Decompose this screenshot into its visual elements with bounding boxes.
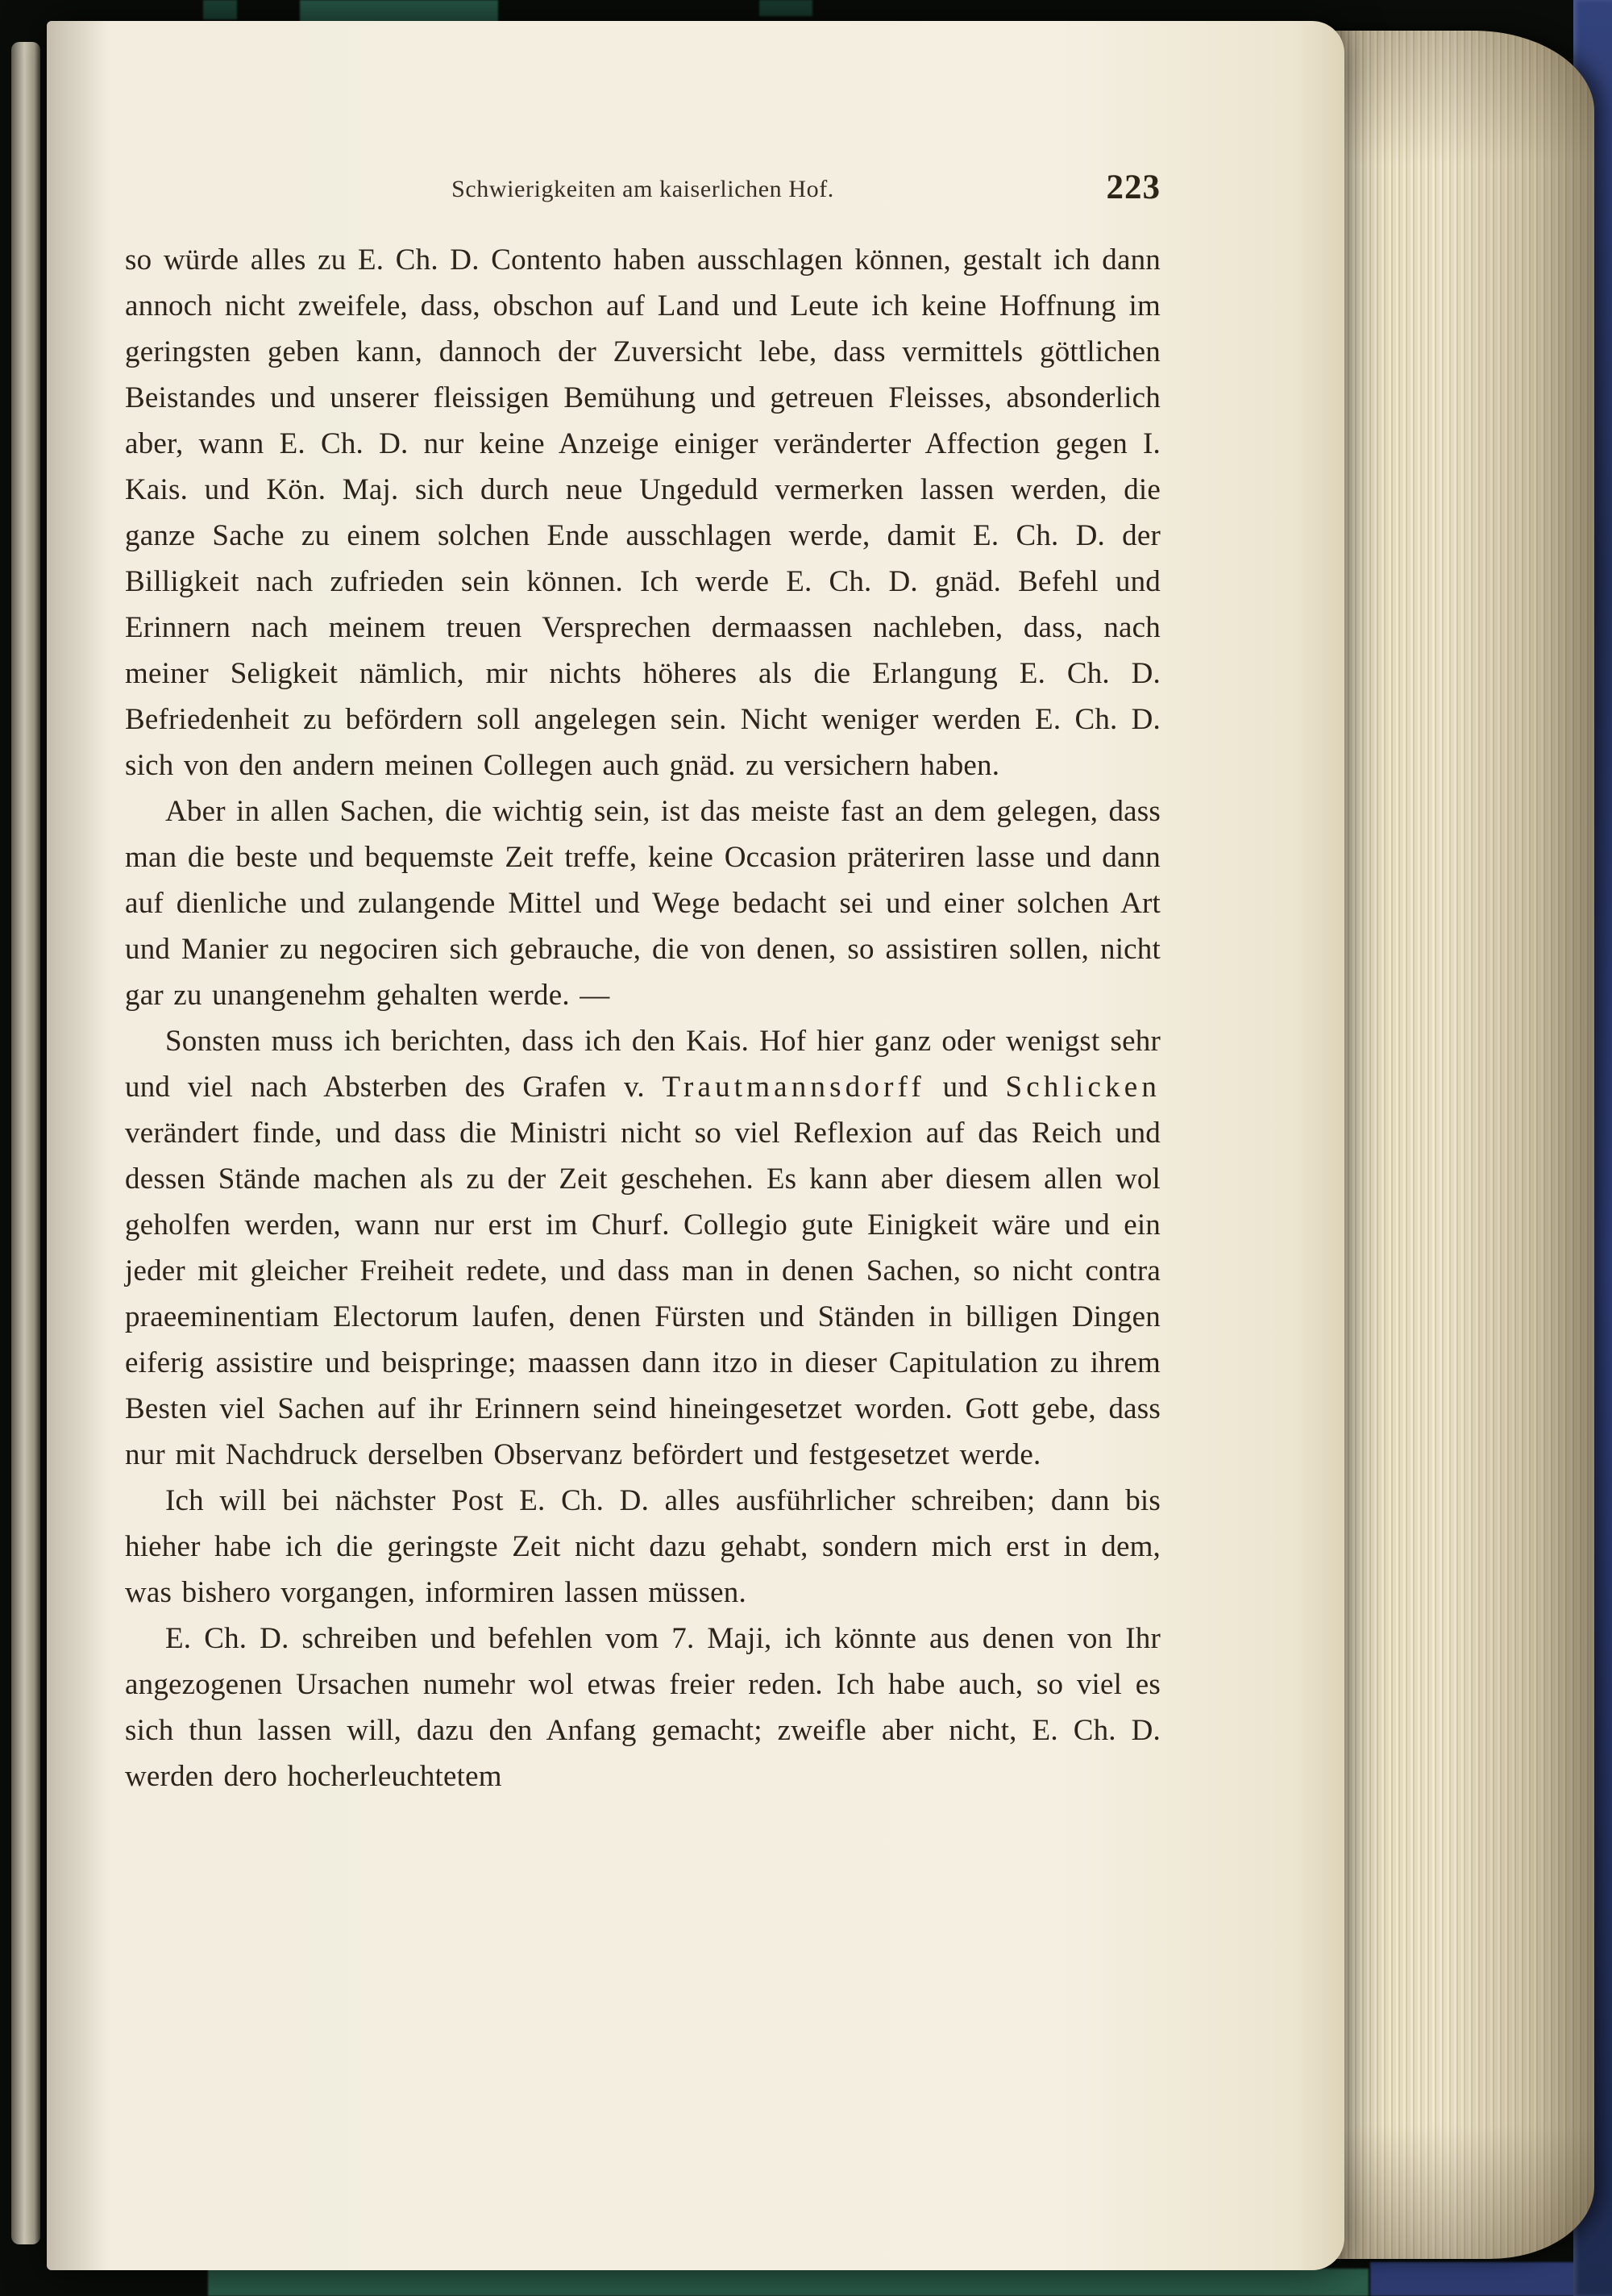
person-name-trautmannsdorff: Trautmannsdorff: [662, 1071, 925, 1104]
paragraph-3-text: verändert finde, und dass die Ministri nicht so viel Reflexion auf das Reich und dessen Stände machen als zu der Zeit geschehen. Es kann aber diesem allen wol geholfen werden, wann nur erst im Churf. Collegio gute Einigkeit wäre und ein jeder mit gleicher Freiheit redete, und dass man in denen Sachen, so nicht contra praeeminentiam Electorum laufen, denen Fürsten und Ständen in billigen Dingen eiferig assistire und beispringe; maassen dann itzo in dieser Capitulation zu ihrem Besten viel Sachen auf ihr Erinnern seind hineingesetzet worden. Gott gebe, dass nur mit Nachdruck derselben Observanz befördert und festgesetzet werde.: [125, 1117, 1161, 1471]
paragraph-1: so würde alles zu E. Ch. D. Contento haben ausschlagen können, gestalt ich dann annoch nicht zweifele, dass, obschon auf Land und Leute ich keine Hoffnung im geringsten geben kann, dannoch der Zuversicht lebe, dass vermittels göttlichen Beistandes und unserer fleissigen Bemühung und getreuen Fleisses, absonderlich aber, wann E. Ch. D. nur keine Anzeige einiger veränderter Affection gegen I. Kais. und Kön. Maj. sich durch neue Ungeduld vermerken lassen werden, die ganze Sache zu einem solchen Ende ausschlagen werde, damit E. Ch. D. der Billigkeit nach zufrieden sein können. Ich werde E. Ch. D. gnäd. Befehl und Erinnern nach meinem treuen Versprechen dermaassen nachleben, dass, nach meiner Seligkeit nämlich, mir nichts höheres als die Erlangung E. Ch. D. Befriedenheit zu befördern soll angelegen sein. Nicht weniger werden E. Ch. D. sich von den andern meinen Collegen auch gnäd. zu versichern haben.: [125, 243, 1161, 782]
paragraph-2: Aber in allen Sachen, die wichtig sein, ist das meiste fast an dem gelegen, dass man die beste und bequemste Zeit treffe, keine Occasion präteriren lasse und dann auf dienliche und zulangende Mittel und Wege bedacht sei und einer solchen Art und Manier zu negociren sich gebrauche, die von denen, so assistiren sollen, nicht gar zu unangenehm gehalten werde. —: [125, 795, 1161, 1012]
paragraph-3: [125, 1018, 1161, 1478]
left-page-edge: [11, 42, 40, 2244]
person-name-schlicken: Schlicken: [1005, 1071, 1161, 1104]
body-text: [125, 237, 1161, 1799]
background-green-patch: [759, 0, 812, 16]
background-green-strip: [208, 2269, 1369, 2296]
page-number: 223: [1106, 168, 1161, 206]
paragraph-5: E. Ch. D. schreiben und befehlen vom 7. Maji, ich könnte aus denen von Ihr angezogenen Ursachen numehr wol etwas freier reden. Ich habe auch, so viel es sich thun lassen will, dazu den Anfang gemacht; zweifle aber nicht, E. Ch. D. werden dero hocherleuchtetem: [125, 1622, 1161, 1793]
fore-edge-page-stack: [1323, 31, 1594, 2259]
paragraph-3-text: Sonsten muss ich berichten, dass ich den Kais. Hof hier ganz oder wenigst sehr und viel nach Absterben des Grafen v.: [125, 1025, 1161, 1104]
book-page: [47, 21, 1344, 2270]
text-column: [125, 21, 1161, 2270]
paragraph-3-text: und: [924, 1071, 1006, 1104]
page-header: [125, 168, 1161, 210]
paragraph-4: Ich will bei nächster Post E. Ch. D. alles ausführlicher schreiben; dann bis hieher habe ich die geringste Zeit nicht dazu gehabt, sondern mich erst in dem, was bishero vorgangen, informiren lassen müssen.: [125, 1484, 1161, 1609]
background-green-patch: [203, 0, 237, 19]
running-header-title: Schwierigkeiten am kaiserlichen Hof.: [451, 176, 834, 202]
